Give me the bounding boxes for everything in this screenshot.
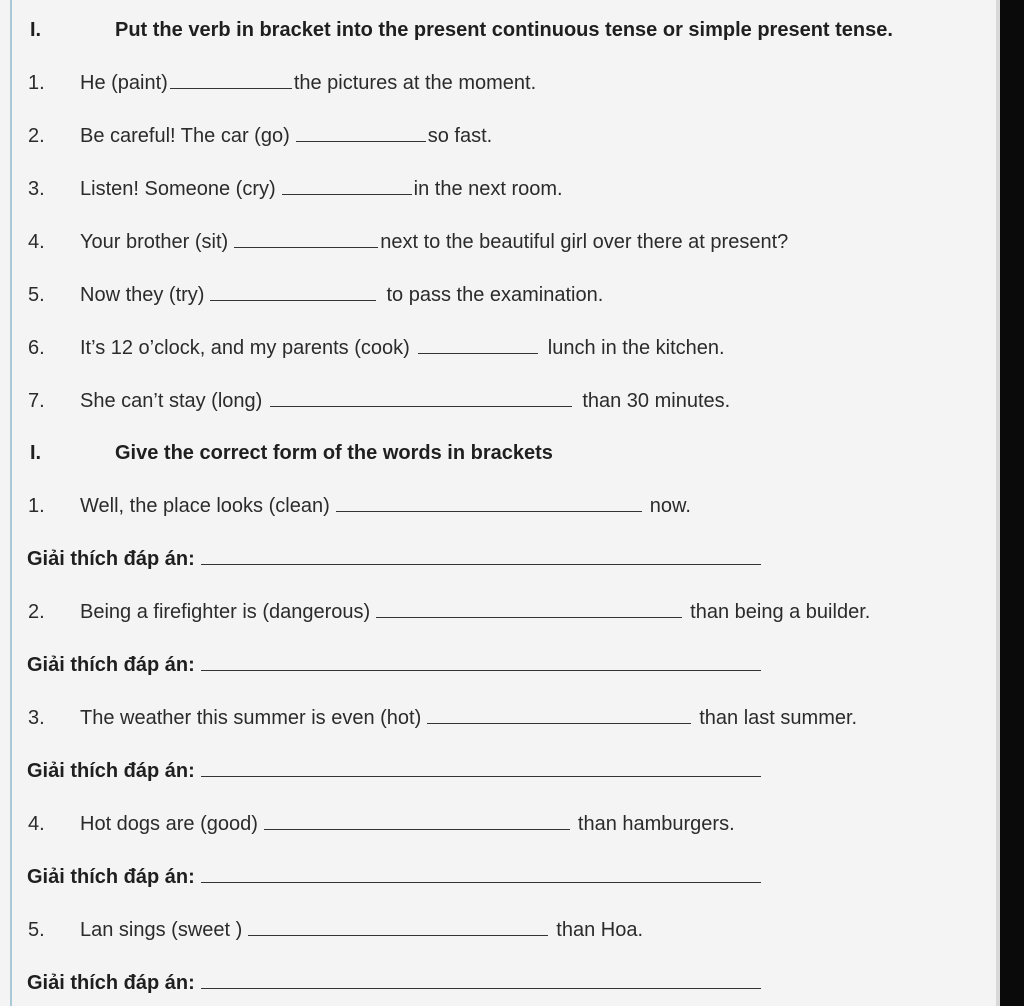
answer-blank[interactable] xyxy=(210,280,376,301)
answer-blank[interactable] xyxy=(264,809,570,830)
answer-blank[interactable] xyxy=(418,333,538,354)
answer-blank[interactable] xyxy=(282,174,412,195)
item-prompt: Listen! Someone (cry) xyxy=(80,178,276,200)
item-number: 3. xyxy=(28,178,45,200)
item-continuation: next to the beautiful girl over there at present? xyxy=(380,231,789,253)
explain-label: Giải thích đáp án: xyxy=(27,866,195,888)
item-text xyxy=(80,491,691,521)
item-number: 2. xyxy=(28,125,45,147)
item-text xyxy=(80,121,492,151)
item-continuation: than hamburgers. xyxy=(577,813,735,835)
item-continuation: in the next room. xyxy=(413,178,563,200)
exercise2-item xyxy=(0,597,990,627)
item-prompt: Be careful! The car (go) xyxy=(80,125,290,147)
item-prompt: Being a firefighter is (dangerous) xyxy=(80,601,371,623)
explain-row xyxy=(0,756,990,786)
item-continuation: than being a builder. xyxy=(690,601,871,623)
item-text xyxy=(80,227,788,257)
explain-line xyxy=(27,650,763,680)
explain-line xyxy=(27,544,763,574)
explain-line xyxy=(27,968,763,998)
item-continuation: so fast. xyxy=(427,125,493,147)
explain-blank[interactable] xyxy=(201,650,761,671)
item-number: 4. xyxy=(28,813,45,835)
item-prompt: Hot dogs are (good) xyxy=(80,813,258,835)
explain-blank[interactable] xyxy=(201,756,761,777)
item-text xyxy=(80,280,603,310)
explain-label: Giải thích đáp án: xyxy=(27,654,195,676)
item-text xyxy=(80,68,536,98)
item-prompt: Your brother (sit) xyxy=(80,231,229,253)
item-number: 6. xyxy=(28,337,45,359)
exercise2-item xyxy=(0,491,990,521)
answer-blank[interactable] xyxy=(248,915,548,936)
item-prompt: It’s 12 o’clock, and my parents (cook) xyxy=(80,337,410,359)
item-number: 4. xyxy=(28,231,45,253)
answer-blank[interactable] xyxy=(427,703,691,724)
item-continuation: to pass the examination. xyxy=(386,284,604,306)
exercise2-item xyxy=(0,915,990,945)
item-continuation: than 30 minutes. xyxy=(582,390,731,412)
item-continuation: lunch in the kitchen. xyxy=(547,337,725,359)
right-edge-dark-strip xyxy=(1000,0,1024,1006)
answer-blank[interactable] xyxy=(234,227,378,248)
item-number: 2. xyxy=(28,601,45,623)
explain-label: Giải thích đáp án: xyxy=(27,760,195,782)
item-prompt: Now they (try) xyxy=(80,284,205,306)
explain-blank[interactable] xyxy=(201,544,761,565)
exercise1-item xyxy=(0,68,990,98)
item-prompt: He (paint) xyxy=(80,72,168,94)
exercise1-item xyxy=(0,280,990,310)
item-prompt: The weather this summer is even (hot) xyxy=(80,707,422,729)
answer-blank[interactable] xyxy=(336,491,642,512)
answer-blank[interactable] xyxy=(376,597,682,618)
exercise1-item xyxy=(0,333,990,363)
item-text xyxy=(80,174,563,204)
exercise1-item xyxy=(0,227,990,257)
item-prompt: Lan sings (sweet ) xyxy=(80,919,243,941)
section2-heading xyxy=(0,438,990,468)
answer-blank[interactable] xyxy=(170,68,292,89)
item-text xyxy=(80,333,725,363)
explain-row xyxy=(0,862,990,892)
item-text xyxy=(80,597,870,627)
item-number: 1. xyxy=(28,495,45,517)
section2-number: I. xyxy=(30,442,42,464)
exercise2-item xyxy=(0,703,990,733)
item-number: 7. xyxy=(28,390,45,412)
explain-blank[interactable] xyxy=(201,862,761,883)
section2-title: Give the correct form of the words in brackets xyxy=(115,442,553,464)
exercise1-item xyxy=(0,174,990,204)
item-number: 1. xyxy=(28,72,45,94)
explain-blank[interactable] xyxy=(201,968,761,989)
explain-line xyxy=(27,862,763,892)
item-text xyxy=(80,386,730,416)
section1-number: I. xyxy=(30,19,42,41)
item-continuation: than last summer. xyxy=(699,707,858,729)
item-continuation: now. xyxy=(649,495,691,517)
item-text xyxy=(80,915,643,945)
explain-line xyxy=(27,756,763,786)
section1-title: Put the verb in bracket into the present continuous tense or simple present tense. xyxy=(115,19,893,41)
item-prompt: She can’t stay (long) xyxy=(80,390,263,412)
explain-label: Giải thích đáp án: xyxy=(27,548,195,570)
item-continuation: than Hoa. xyxy=(556,919,644,941)
explain-label: Giải thích đáp án: xyxy=(27,972,195,994)
answer-blank[interactable] xyxy=(270,386,572,407)
exercise1-item xyxy=(0,121,990,151)
item-prompt: Well, the place looks (clean) xyxy=(80,495,330,517)
answer-blank[interactable] xyxy=(296,121,426,142)
item-continuation: the pictures at the moment. xyxy=(293,72,537,94)
explain-row xyxy=(0,544,990,574)
item-text xyxy=(80,809,735,839)
item-number: 5. xyxy=(28,919,45,941)
exercise2-item xyxy=(0,809,990,839)
item-text xyxy=(80,703,857,733)
item-number: 3. xyxy=(28,707,45,729)
section1-heading xyxy=(0,15,990,45)
explain-row xyxy=(0,650,990,680)
item-number: 5. xyxy=(28,284,45,306)
explain-row xyxy=(0,968,990,998)
exercise1-item xyxy=(0,386,990,416)
